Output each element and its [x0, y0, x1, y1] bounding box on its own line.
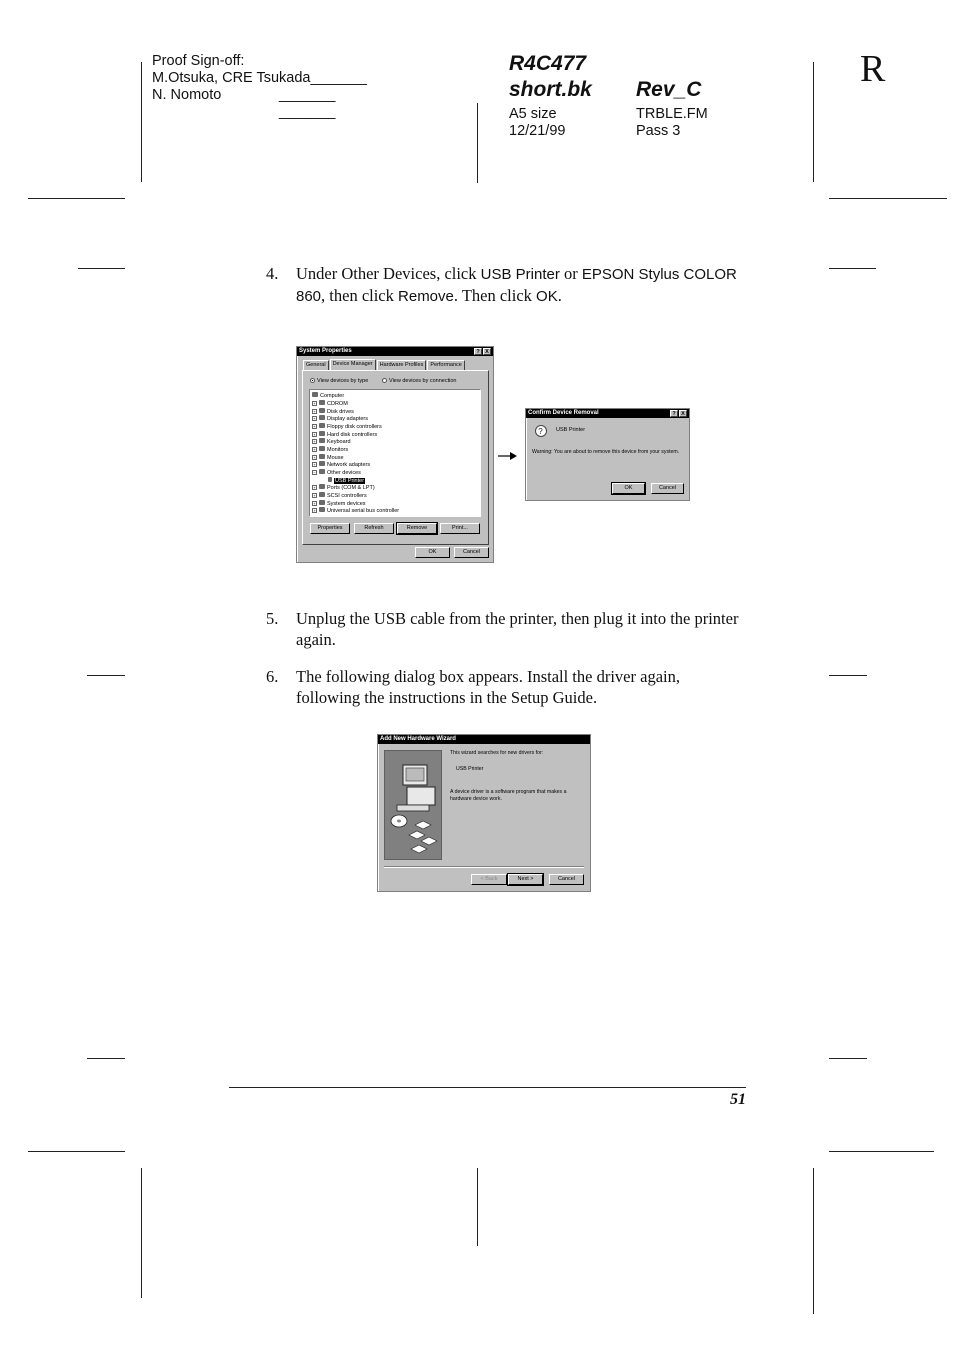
device-name: USB Printer	[556, 427, 586, 433]
help-icon[interactable]: ?	[670, 410, 678, 417]
arrow-icon	[498, 449, 518, 461]
dialog-titlebar: System Properties ? X	[297, 347, 493, 356]
revision: Rev_C	[636, 78, 702, 101]
section-letter: R	[860, 48, 886, 90]
step-6	[266, 666, 746, 708]
scsi-icon	[319, 492, 325, 497]
crop-mark	[829, 1058, 867, 1059]
disk-icon	[319, 408, 325, 413]
step-text: The following dialog box appears. Install the driver again, following the instructions in the Setup Guide.	[296, 667, 680, 707]
computer-icon	[312, 392, 318, 397]
tree-other-devices[interactable]: − Other devices	[313, 470, 361, 476]
crop-mark	[141, 1168, 142, 1298]
tree-cdrom[interactable]: + CDROM	[313, 401, 348, 407]
svg-text:?: ?	[538, 427, 543, 436]
device-name: USB Printer	[456, 766, 484, 772]
properties-button[interactable]: Properties	[310, 523, 350, 534]
crop-mark	[87, 1058, 125, 1059]
tab-row	[303, 360, 466, 370]
crop-mark	[829, 198, 947, 199]
step-number: 4.	[266, 264, 279, 283]
display-icon	[319, 415, 325, 420]
mouse-icon	[319, 454, 325, 459]
close-icon[interactable]: X	[679, 410, 687, 417]
tree-disk-drives[interactable]: + Disk drives	[313, 409, 354, 415]
wizard-description: A device driver is a software program that makes a hardware device work.	[450, 789, 567, 802]
dialog-titlebar: Add New Hardware Wizard	[378, 735, 590, 744]
book-name: short.bk	[509, 78, 592, 101]
question-device-icon	[534, 424, 548, 438]
tab-device-manager[interactable]: Device Manager	[330, 359, 376, 370]
help-icon[interactable]: ?	[474, 348, 482, 355]
page-number: 51	[730, 1091, 746, 1108]
dialog-titlebar: Confirm Device Removal ? X	[526, 409, 689, 418]
tree-display-adapters[interactable]: + Display adapters	[313, 416, 368, 422]
tree-floppy[interactable]: + Floppy disk controllers	[313, 424, 382, 430]
proof-date: 12/21/99	[509, 123, 566, 139]
pass-number: Pass 3	[636, 123, 681, 139]
proof-label: Proof Sign-off:	[152, 53, 245, 69]
step-4	[266, 263, 746, 307]
signer-2: N. Nomoto	[152, 87, 222, 103]
signature-blank: _______	[279, 104, 336, 120]
monitor-icon	[319, 446, 325, 451]
signature-blank: _______	[279, 87, 336, 103]
network-icon	[319, 461, 325, 466]
confirm-removal-dialog	[525, 408, 690, 501]
crop-mark	[87, 675, 125, 676]
port-icon	[319, 484, 325, 489]
tree-computer[interactable]: Computer	[312, 392, 344, 400]
footer-rule	[229, 1087, 746, 1088]
crop-mark	[813, 62, 814, 182]
tree-usb-controller[interactable]: + Universal serial bus controller	[313, 508, 400, 514]
wizard-intro: This wizard searches for new drivers for:	[450, 750, 544, 756]
step-text: Under Other Devices, click USB Printer or EPSON Stylus COLOR 860, then click Remove. Then click OK.	[296, 264, 737, 305]
add-hardware-wizard	[377, 734, 591, 892]
cancel-button[interactable]: Cancel	[651, 483, 684, 494]
step-5	[266, 608, 746, 650]
crop-mark	[829, 1151, 934, 1152]
question-icon	[328, 477, 332, 482]
warning-text: Warning: You are about to remove this device from your system.	[532, 449, 680, 455]
tab-general[interactable]: General	[303, 360, 329, 370]
tree-hard-disk[interactable]: + Hard disk controllers	[313, 432, 378, 438]
file-name: TRBLE.FM	[636, 106, 708, 122]
cancel-button[interactable]: Cancel	[454, 547, 489, 558]
step-text: Unplug the USB cable from the printer, then plug it into the printer again.	[296, 609, 739, 649]
crop-mark	[28, 198, 125, 199]
crop-mark	[78, 268, 125, 269]
proof-signoff-block	[152, 53, 382, 121]
system-properties-dialog	[296, 346, 494, 563]
ok-button[interactable]: OK	[612, 483, 645, 494]
tree-usb-printer[interactable]: USB Printer	[328, 477, 365, 485]
system-icon	[319, 500, 325, 505]
tree-keyboard[interactable]: + Keyboard	[313, 439, 351, 445]
remove-button[interactable]: Remove	[397, 523, 437, 534]
ok-button[interactable]: OK	[415, 547, 450, 558]
computer-cd-icon	[385, 751, 443, 861]
view-by-type-radio[interactable]: View devices by type	[310, 378, 368, 386]
device-tree[interactable]	[309, 389, 481, 517]
tab-hardware-profiles[interactable]: Hardware Profiles	[377, 360, 427, 370]
print-button[interactable]: Print...	[440, 523, 480, 534]
harddisk-icon	[319, 431, 325, 436]
tree-ports[interactable]: + Ports (COM & LPT)	[313, 485, 375, 491]
tree-scsi[interactable]: + SCSI controllers	[313, 493, 367, 499]
next-button[interactable]: Next >	[508, 874, 543, 885]
crop-mark	[829, 268, 876, 269]
tree-mouse[interactable]: + Mouse	[313, 455, 344, 461]
tree-monitors[interactable]: + Monitors	[313, 447, 349, 453]
crop-mark	[28, 1151, 125, 1152]
page-size: A5 size	[509, 106, 557, 122]
crop-mark	[829, 675, 867, 676]
close-icon[interactable]: X	[483, 348, 491, 355]
question-icon	[319, 469, 325, 474]
back-button[interactable]: < Back	[471, 874, 507, 885]
cancel-button[interactable]: Cancel	[549, 874, 584, 885]
step-number: 5.	[266, 609, 279, 628]
crop-mark	[477, 103, 478, 183]
divider	[384, 866, 584, 868]
cdrom-icon	[319, 400, 325, 405]
crop-mark	[477, 1168, 478, 1246]
tab-performance[interactable]: Performance	[427, 360, 465, 370]
tree-system-devices[interactable]: + System devices	[313, 501, 366, 507]
floppy-icon	[319, 423, 325, 428]
step-number: 6.	[266, 667, 279, 686]
tree-network[interactable]: + Network adapters	[313, 462, 371, 468]
keyboard-icon	[319, 438, 325, 443]
wizard-illustration	[384, 750, 442, 860]
job-code: R4C477	[509, 52, 587, 75]
crop-mark	[813, 1168, 814, 1314]
view-by-connection-radio[interactable]: View devices by connection	[382, 378, 456, 386]
signer-1: M.Otsuka, CRE Tsukada_______	[152, 70, 367, 86]
usb-icon	[319, 507, 325, 512]
refresh-button[interactable]: Refresh	[354, 523, 394, 534]
crop-mark	[141, 62, 142, 182]
